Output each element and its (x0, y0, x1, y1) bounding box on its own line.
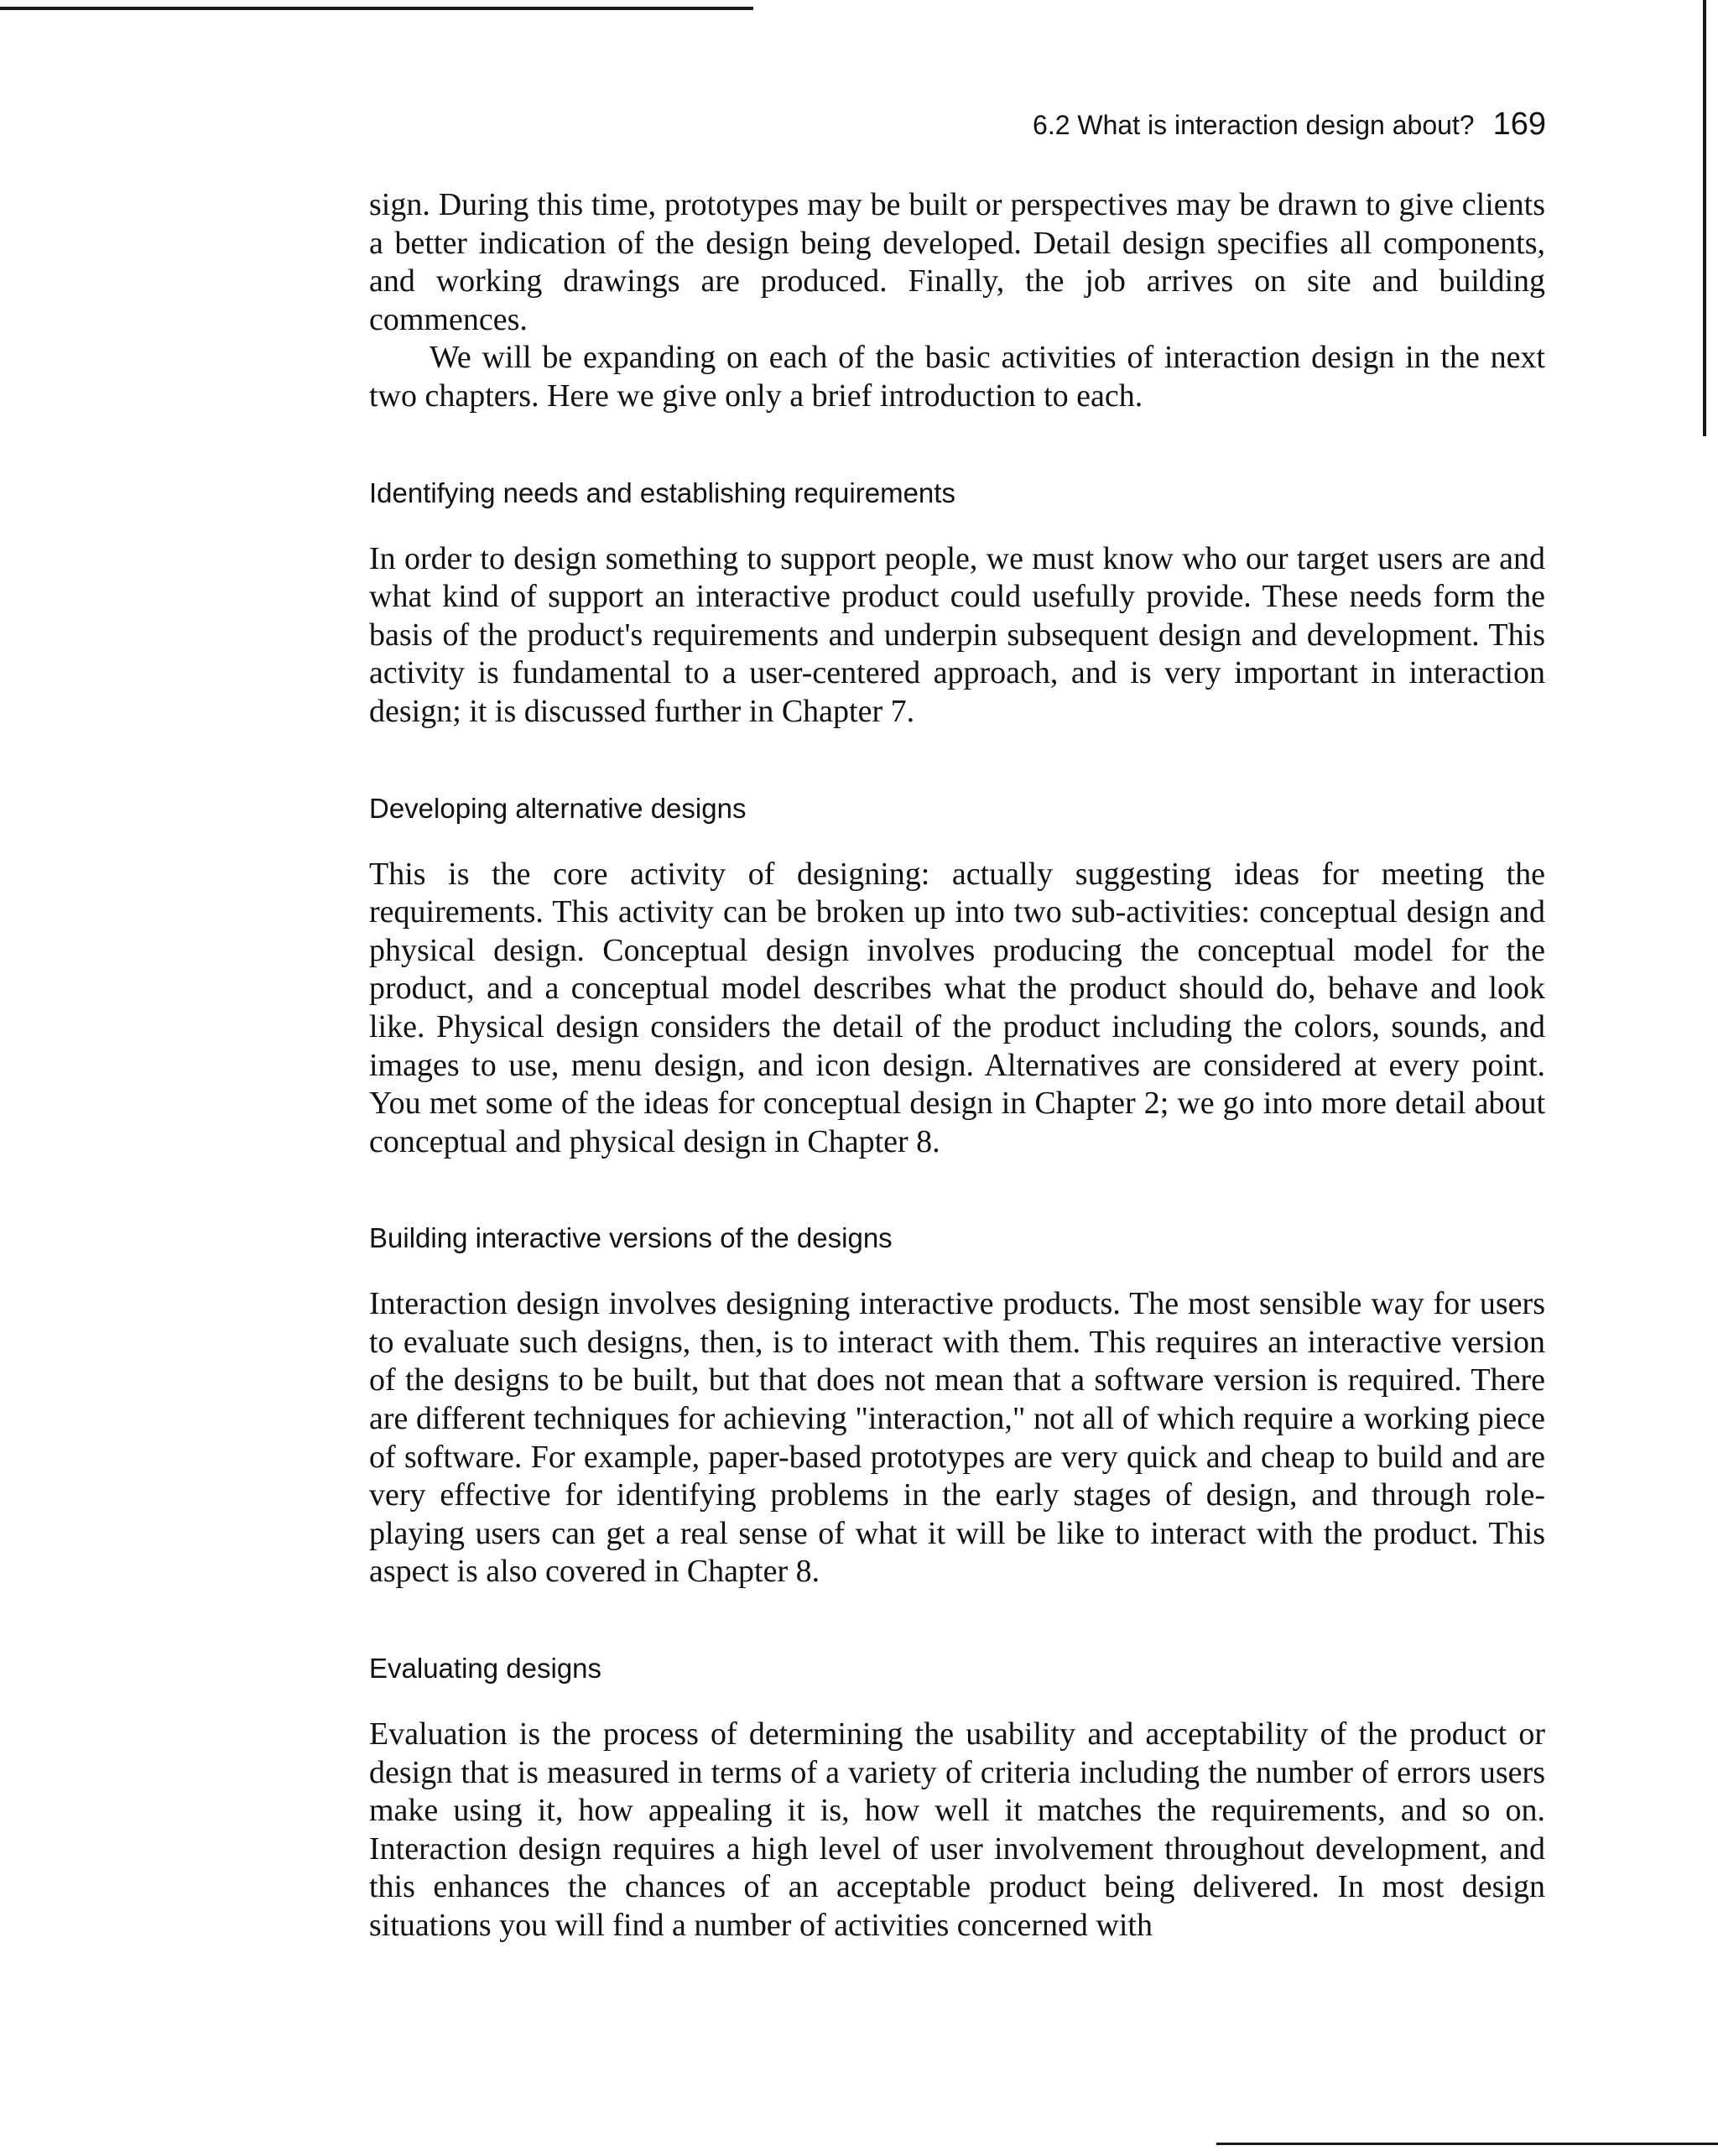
intro-paragraph-1: sign. During this time, prototypes may be built or perspectives may be drawn to give clients a better indication of the design being developed. Detail design specifies all components, and working drawings are produced. Finally, the job arrives on site and building commences. (369, 187, 1545, 337)
heading-evaluating-designs: Evaluating designs (369, 1653, 602, 1685)
page-number: 169 (1492, 107, 1546, 142)
top-rule (0, 7, 753, 10)
running-head (1033, 99, 1546, 150)
heading-alternative-designs: Developing alternative designs (369, 792, 747, 824)
heading-interactive-versions: Building interactive versions of the designs (369, 1222, 893, 1254)
right-margin-rule (1703, 0, 1706, 436)
paragraph-identifying-needs: In order to design something to support people, we must know who our target users are and what kind of support an interactive product could usefully provide. These needs form the basis of the product's requirements and underpin subsequent design and development. This activity is fundamental to a user-centered approach, and is very important in interaction design; it is discussed further in Chapter 7. (369, 540, 1545, 729)
paragraph-evaluating-designs: Evaluation is the process of determining the usability and acceptability of the product or design that is measured in terms of a variety of criteria including the number of errors users make using it, how appealing it is, how well it matches the requirements, and so on. Interaction design requires a high level of user involvement throughout development, and this enhances the chances of an acceptable product being delivered. In most design situations you will find a number of activities concerned with (369, 1716, 1545, 1943)
intro-paragraph-2: We will be expanding on each of the basic activities of interaction design in the next two chapters. Here we give only a brief introduction to each. (369, 340, 1545, 414)
heading-identifying-needs: Identifying needs and establishing requirements (369, 477, 955, 508)
bottom-rule (1216, 2143, 1718, 2145)
section-title: 6.2 What is interaction design about? (1033, 110, 1475, 140)
page-body (369, 186, 1545, 1945)
paragraph-alternative-designs: This is the core activity of designing: actually suggesting ideas for meeting the requirements. This activity can be broken up into two sub-activities: conceptual design and physical design. Conceptual design involves producing the conceptual model for the product, and a conceptual model describes what the product should do, behave and look like. Physical design considers the detail of the product including the colors, sounds, and images to use, menu design, and icon design. Alternatives are considered at every point. You met some of the ideas for conceptual design in Chapter 2; we go into more detail about conceptual and physical design in Chapter 8. (369, 856, 1545, 1159)
paragraph-interactive-versions: Interaction design involves designing interactive products. The most sensible way for users to evaluate such designs, then, is to interact with them. This requires an interactive version of the designs to be built, but that does not mean that a software version is required. There are different techniques for achieving "interaction," not all of which require a working piece of software. For example, paper-based prototypes are very quick and cheap to build and are very effective for identifying problems in the early stages of design, and through role-playing users can get a real sense of what it will be like to interact with the product. This aspect is also covered in Chapter 8. (369, 1286, 1545, 1590)
